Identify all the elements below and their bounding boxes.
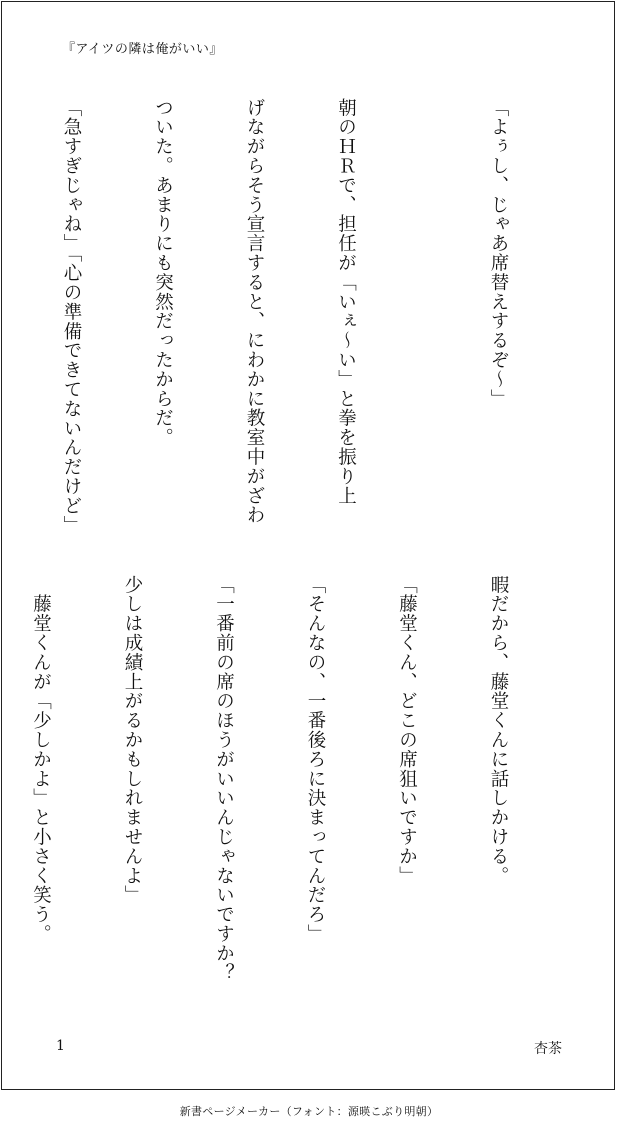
page-number: 1 bbox=[56, 1038, 65, 1054]
generator-credit: 新書ページメーカー（フォント：源暎こぶり明朝） bbox=[179, 1105, 439, 1118]
text-column: 藤堂くんが「少しかよ」と小さく笑う。 bbox=[30, 575, 52, 944]
text-block-bottom bbox=[0, 575, 574, 1025]
text-column: ついた。あまりにも突然だったからだ。 bbox=[152, 98, 174, 448]
text-column: 「よぅし、じゃあ席替えするぞ〜」 bbox=[488, 98, 509, 409]
text-column: 「そんなの、一番後ろに決まってんだろ」 bbox=[305, 575, 326, 944]
text-column: 朝のＨＲで、担任が「いぇ〜い」と拳を振り上 bbox=[335, 98, 357, 506]
text-column: 「藤堂くん、どこの席狙いですか」 bbox=[396, 575, 418, 886]
text-column: 「一番前の席のほうがいいんじゃないですか？ bbox=[213, 575, 235, 983]
book-page bbox=[1, 1, 615, 1090]
text-column: 少しは成績上がるかもしれませんよ」 bbox=[122, 575, 143, 905]
text-block-top bbox=[0, 98, 574, 548]
running-title: 『アイツの隣は俺がいい』 bbox=[62, 42, 223, 57]
text-column: 「急すぎじゃね」「心の準備できてないんだけど」 bbox=[61, 98, 82, 535]
text-column: げながらそう宣言すると、にわかに教室中がざわ bbox=[244, 98, 265, 525]
text-column: 暇だから、藤堂くんに話しかける。 bbox=[488, 575, 509, 886]
author-name: 杏茶 bbox=[534, 1041, 562, 1057]
